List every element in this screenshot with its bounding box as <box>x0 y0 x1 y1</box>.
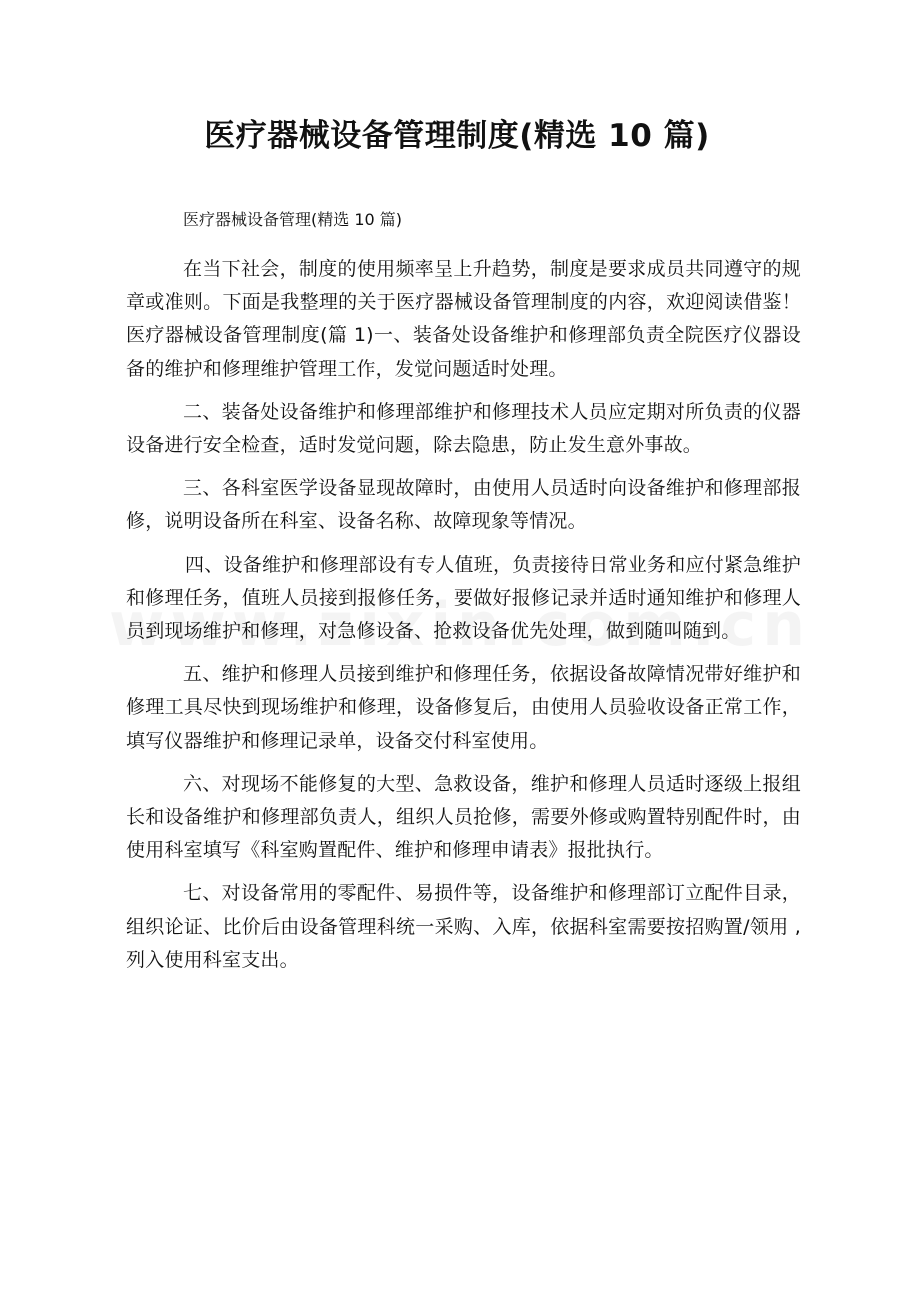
paragraph-5: 五、维护和修理人员接到维护和修理任务，依据设备故障情况带好维护和修理工具尽快到现场维护和修理，设备修复后，由使用人员验收设备正常工作，填写仪器维护和修理记录单，设备交付科室使用。 <box>126 663 801 752</box>
paragraph-7: 七、对设备常用的零配件、易损件等，设备维护和修理部订立配件目录，组织论证、比价后由设备管理科统一采购、入库，依据科室需要按招购置/领用 ,列入使用科室支出。 <box>126 882 801 971</box>
document-title: 医疗器械设备管理制度(精选 10 篇) <box>204 118 710 154</box>
paragraph-1: 在当下社会，制度的使用频率呈上升趋势，制度是要求成员共同遵守的规章或准则。下面是我整理的关于医疗器械设备管理制度的内容，欢迎阅读借鉴！医疗器械设备管理制度(篇 1)一、装备处设备维护和修理部负责全院医疗仪器设备的维护和修理维护管理工作，发觉问题适时处理。 <box>126 258 801 380</box>
document-body <box>126 253 801 987</box>
paragraph-2: 二、装备处设备维护和修理部维护和修理技术人员应定期对所负责的仪器设备进行安全检查，适时发觉问题，除去隐患，防止发生意外事故。 <box>126 400 801 457</box>
document-subtitle: 医疗器械设备管理(精选 10 篇) <box>183 210 403 229</box>
paragraph-6: 六、对现场不能修复的大型、急救设备，维护和修理人员适时逐级上报组长和设备维护和修理部负责人，组织人员抢修，需要外修或购置特别配件时，由使用科室填写《科室购置配件、维护和修理申请表》报批执行。 <box>126 772 801 862</box>
paragraph-3: 三、各科室医学设备显现故障时，由使用人员适时向设备维护和修理部报修，说明设备所在科室、设备名称、故障现象等情况。 <box>126 477 801 533</box>
paragraph-4: 四、设备维护和修理部设有专人值班，负责接待日常业务和应付紧急维护和修理任务，值班人员接到报修任务，要做好报修记录并适时通知维护和修理人员到现场维护和修理，对急修设备、抢救设备优先处理，做到随叫随到。 <box>126 553 801 643</box>
